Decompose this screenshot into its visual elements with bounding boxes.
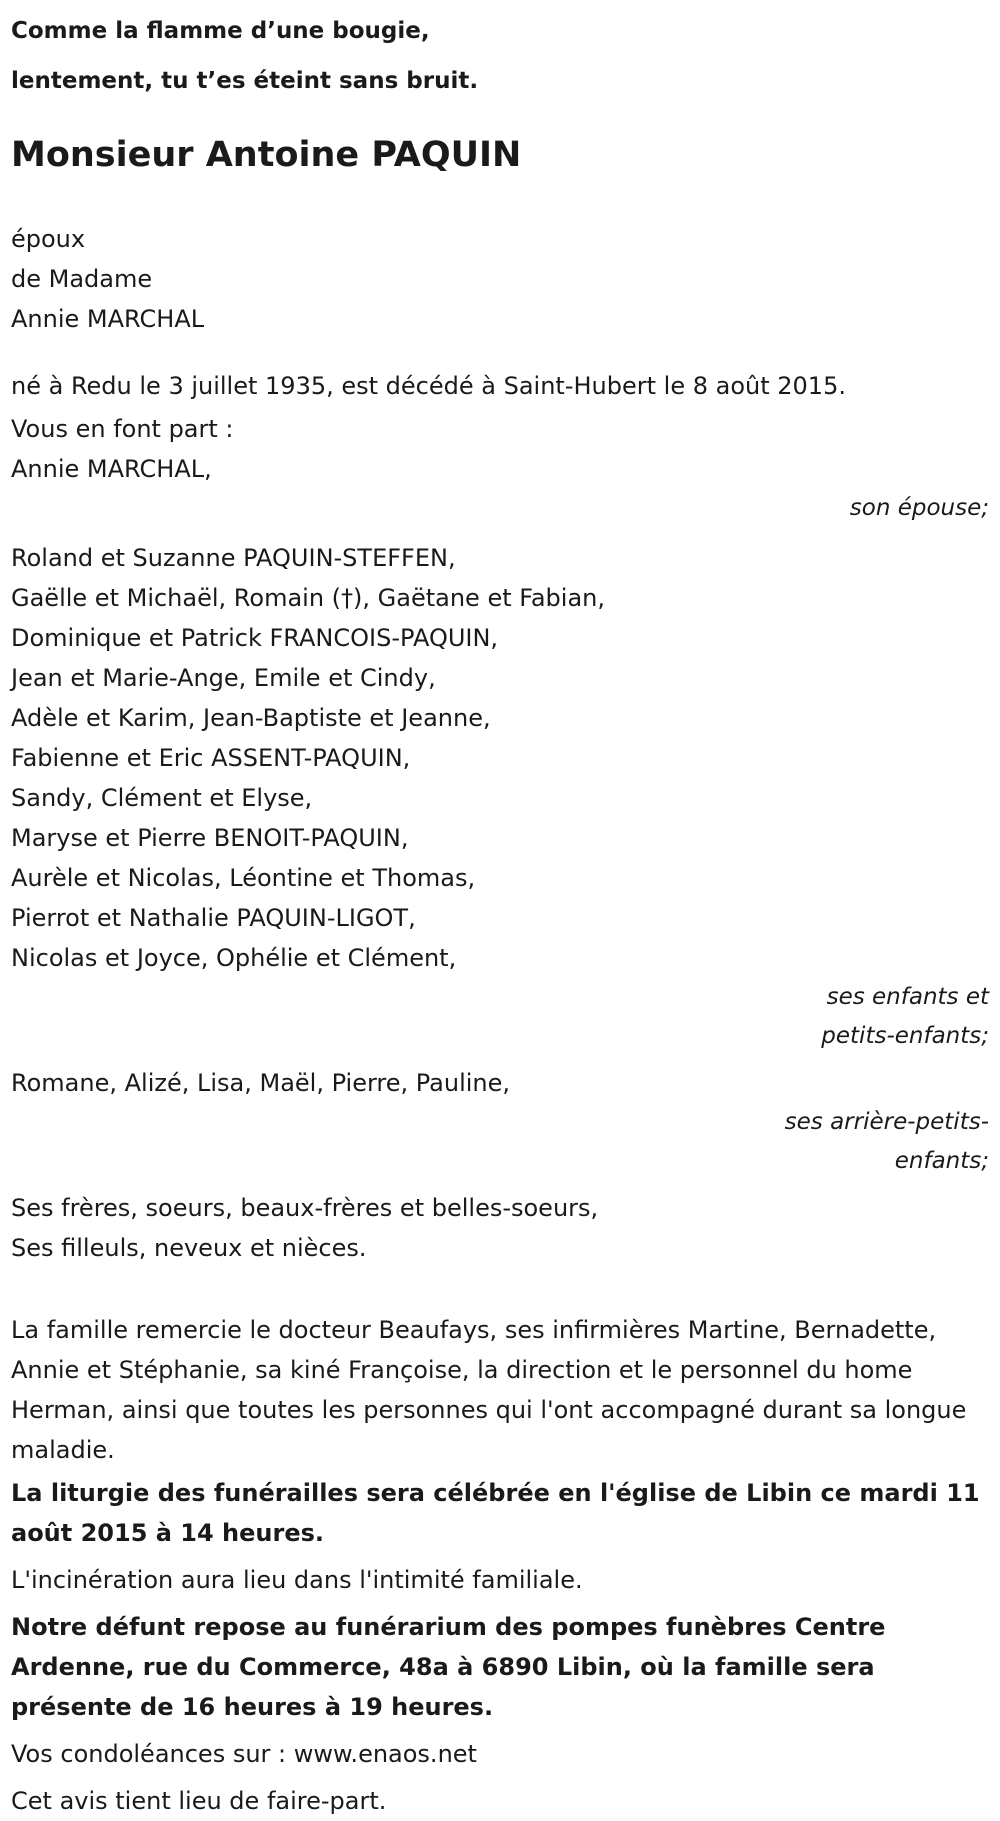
spacer <box>11 1056 989 1063</box>
family-name-line: Maryse et Pierre BENOIT-PAQUIN, <box>11 824 409 852</box>
epigraph-line-2: lentement, tu t’es éteint sans bruit. <box>11 68 479 94</box>
relation-label: petits-enfants; <box>821 1023 989 1049</box>
family-name-line: Fabienne et Eric ASSENT-PAQUIN, <box>11 744 411 772</box>
spouse-line: de Madame <box>11 265 153 293</box>
epigraph-line-1: Comme la flamme d’une bougie, <box>11 18 430 44</box>
family-name-line: Romane, Alizé, Lisa, Maël, Pierre, Pauline, <box>11 1069 511 1097</box>
spacer <box>11 1600 989 1607</box>
family-name-line: Pierrot et Nathalie PAQUIN-LIGOT, <box>11 904 416 932</box>
great-grandchildren-group <box>11 1063 989 1181</box>
spacer <box>11 1774 989 1781</box>
spouse-info <box>11 219 989 339</box>
spouse-group <box>11 449 989 528</box>
thanks-paragraph: La famille remercie le docteur Beaufays, ses infirmières Martine, Bernadette, Annie et Stéphanie, sa kiné Françoise, la direction et le personnel du home Herman, ainsi que toutes les personnes qui l'ont accompagné durant sa longue maladie. <box>11 1316 967 1464</box>
spacer <box>11 1727 989 1734</box>
family-name-line: Ses frères, soeurs, beaux-frères et belles-soeurs, <box>11 1194 599 1222</box>
family-name-line: Aurèle et Nicolas, Léontine et Thomas, <box>11 864 476 892</box>
spacer <box>11 339 989 366</box>
relation-label: son épouse; <box>849 495 989 521</box>
liturgy-paragraph: La liturgie des funérailles sera célébrée en l'église de Libin ce mardi 11 août 2015 à 14 heures. <box>11 1479 980 1547</box>
relation-label: enfants; <box>894 1148 989 1174</box>
children-group <box>11 538 989 1056</box>
cremation-paragraph: L'incinération aura lieu dans l'intimité familiale. <box>11 1566 583 1594</box>
spacer <box>11 1553 989 1560</box>
family-name-line: Gaëlle et Michaël, Romain (†), Gaëtane et Fabian, <box>11 584 605 612</box>
spouse-line: Annie MARCHAL <box>11 305 205 333</box>
family-name-line: Roland et Suzanne PAQUIN-STEFFEN, <box>11 544 456 572</box>
announce-intro: Vous en font part : <box>11 415 234 443</box>
family-name-line: Ses filleuls, neveux et nièces. <box>11 1234 367 1262</box>
closing-line: Cet avis tient lieu de faire-part. <box>11 1787 387 1815</box>
family-name-line: Nicolas et Joyce, Ophélie et Clément, <box>11 944 457 972</box>
birth-death-line: né à Redu le 3 juillet 1935, est décédé à Saint-Hubert le 8 août 2015. <box>11 372 846 400</box>
spacer <box>11 528 989 538</box>
family-name-line: Adèle et Karim, Jean-Baptiste et Jeanne, <box>11 704 491 732</box>
relation-label: ses enfants et <box>826 984 989 1010</box>
relation-label: ses arrière-petits- <box>784 1109 989 1135</box>
family-name-line: Dominique et Patrick FRANCOIS-PAQUIN, <box>11 624 499 652</box>
family-name-line: Annie MARCHAL, <box>11 455 212 483</box>
repose-paragraph: Notre défunt repose au funérarium des pompes funèbres Centre Ardenne, rue du Commerce, 48a à 6890 Libin, où la famille sera présente de 16 heures à 19 heures. <box>11 1613 886 1721</box>
spacer <box>11 1268 989 1310</box>
spacer <box>11 177 989 219</box>
family-name-line: Jean et Marie-Ange, Emile et Cindy, <box>11 664 436 692</box>
extended-family <box>11 1188 989 1268</box>
spacer <box>11 1181 989 1188</box>
condolences-line: Vos condoléances sur : www.enaos.net <box>11 1740 477 1768</box>
deceased-name: Monsieur Antoine PAQUIN <box>11 135 522 175</box>
family-name-line: Sandy, Clément et Elyse, <box>11 784 313 812</box>
spouse-line: époux <box>11 225 86 253</box>
